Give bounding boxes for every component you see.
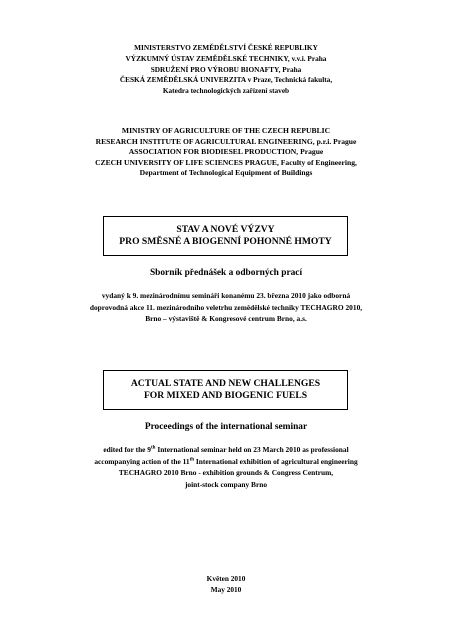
english-title-box — [103, 370, 348, 410]
english-note-line: TECHAGRO 2010 Brno - exhibition grounds & Congress Centrum, — [118, 468, 334, 478]
ordinal-suffix: th — [189, 457, 195, 463]
czech-note — [0, 290, 452, 325]
english-institution-line: MINISTRY OF AGRICULTURE OF THE CZECH REPUBLIC — [121, 126, 331, 135]
english-title-line: ACTUAL STATE AND NEW CHALLENGES — [130, 378, 321, 389]
note-text: International exhibition of agricultural engineering — [194, 456, 358, 466]
english-subtitle: Proceedings of the international seminar — [144, 422, 308, 432]
ordinal-suffix: th — [151, 445, 156, 451]
english-institution-line: RESEARCH INSTITUTE OF AGRICULTURAL ENGINEERING, p.r.i. Prague — [95, 136, 357, 146]
english-institutions — [0, 126, 452, 179]
czech-title-box — [103, 216, 348, 256]
english-note-line — [0, 456, 452, 468]
czech-institution-line: ČESKÁ ZEMĚDĚLSKÁ UNIVERZITA v Praze, Technická fakulta, — [119, 75, 333, 85]
czech-institution-line: SDRUŽENÍ PRO VÝROBU BIONAFTY, Praha — [150, 64, 302, 74]
czech-subtitle: Sborník přednášek a odborných prací — [149, 268, 303, 278]
date-english: May 2010 — [210, 584, 242, 594]
czech-note-line: doprovodná akce 11. mezinárodního veletrhu zemědělské techniky TECHAGRO 2010, — [89, 302, 363, 312]
note-text: accompanying action of the 11 — [94, 456, 190, 466]
czech-note-line: vydaný k 9. mezinárodnímu semináři konanému 23. března 2010 jako odborná — [101, 291, 351, 300]
english-note — [0, 444, 452, 490]
czech-institution-line: Katedra technologických zařízení staveb — [162, 86, 290, 96]
date-czech: Květen 2010 — [206, 574, 246, 583]
english-institution-line: ASSOCIATION FOR BIODIESEL PRODUCTION, Prague — [128, 147, 324, 157]
czech-title-line: STAV A NOVÉ VÝZVY — [176, 224, 275, 235]
publication-date — [0, 574, 452, 596]
note-text: International seminar held on 23 March 2010 as professional — [155, 445, 349, 454]
english-note-line — [0, 444, 452, 456]
czech-institution-line: VÝZKUMNÝ ÚSTAV ZEMĚDĚLSKÉ TECHNIKY, v.v.i. Praha — [125, 53, 327, 63]
czech-institution-line: MINISTERSTVO ZEMĚDĚLSTVÍ ČESKÉ REPUBLIKY — [134, 43, 318, 52]
czech-note-line: Brno – výstaviště & Kongresové centrum Brno, a.s. — [145, 314, 307, 324]
english-title-line: FOR MIXED AND BIOGENIC FUELS — [143, 390, 308, 402]
english-institution-line: Department of Technological Equipment of Buildings — [139, 168, 313, 178]
note-text: edited for the 9 — [103, 445, 152, 454]
czech-institutions — [0, 43, 452, 97]
english-note-line: joint-stock company Brno — [184, 479, 268, 489]
czech-title-line: PRO SMĚSNÉ A BIOGENNÍ POHONNÉ HMOTY — [119, 236, 332, 248]
english-institution-line: CZECH UNIVERSITY OF LIFE SCIENCES PRAGUE, Faculty of Engineering, — [95, 157, 357, 167]
